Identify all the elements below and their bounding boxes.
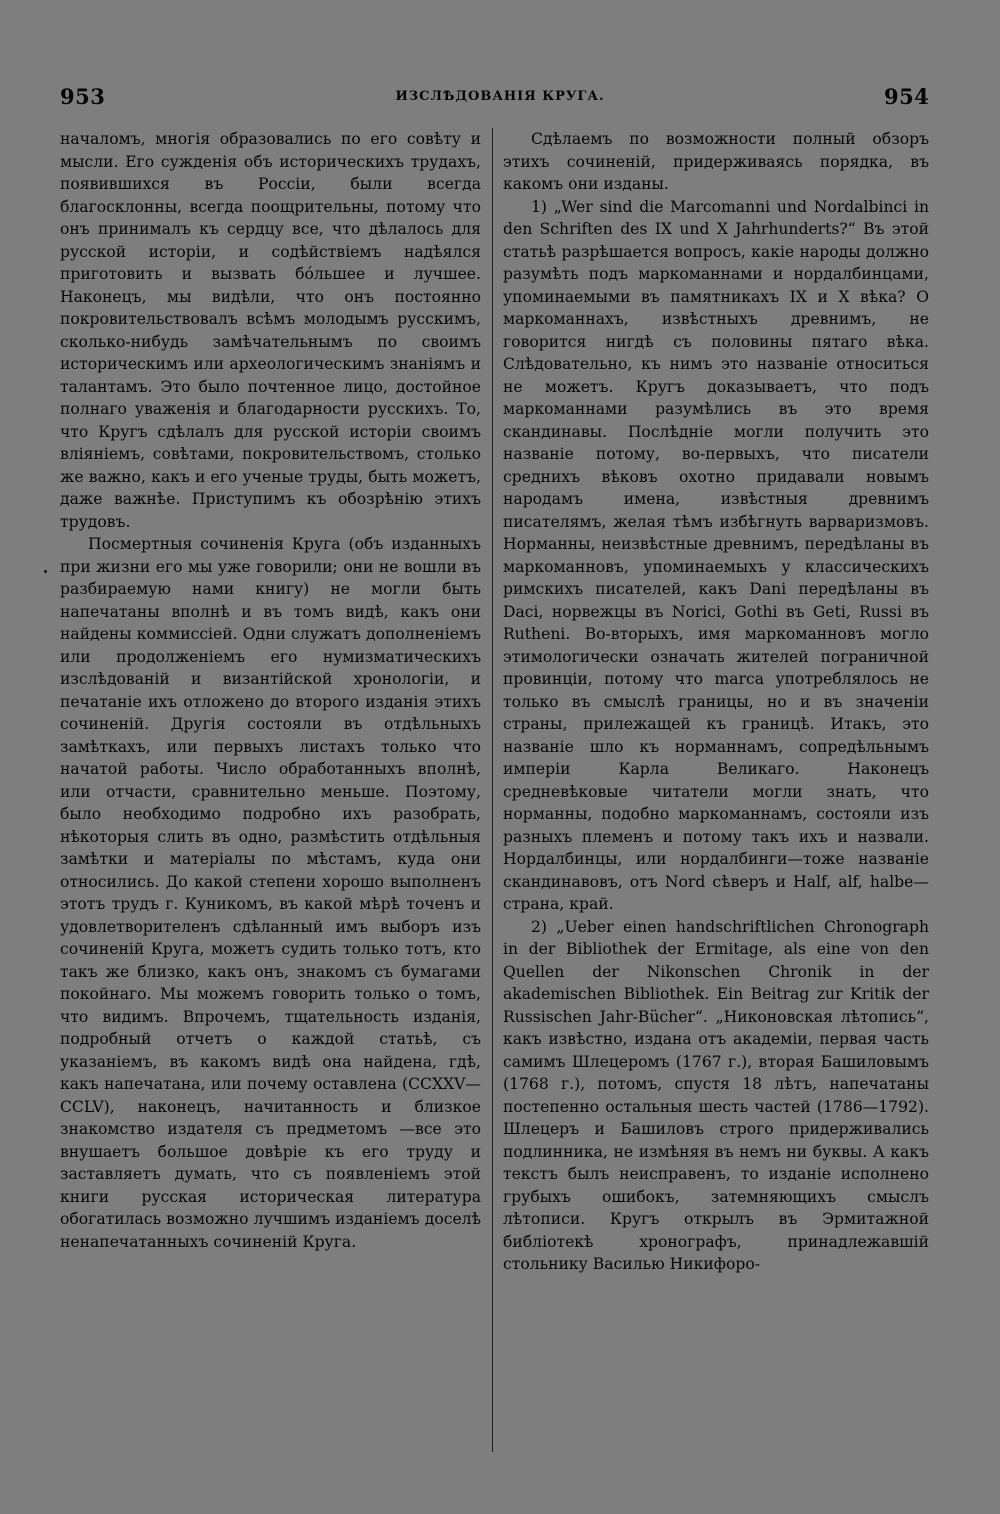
page-number-right: 954: [884, 84, 930, 109]
paragraph: Посмертныя сочиненія Круга (объ изданныхъ при жизни его мы уже говорили; они не вошли въ разбираемую нами книгу) не могли быть напечатаны вполнѣ и въ томъ видѣ, какъ они найдены коммиссіей. Одни служатъ дополненіемъ или продолженіемъ его нумизматическихъ изслѣдованій и византійской хронологіи, и печатаніе ихъ отложено до второго изданія этихъ сочиненій. Другія состояли въ отдѣльныхъ замѣткахъ, или первыхъ листахъ только что начатой работы. Число обработанныхъ вполнѣ, или отчасти, сравнительно меньше. Поэтому, было необходимо подробно ихъ разобрать, нѣкоторыя слить въ одно, размѣстить отдѣльныя замѣтки и матеріалы по мѣстамъ, куда они относились. До какой степени хорошо выполненъ этотъ трудъ г. Куникомъ, въ какой мѣрѣ точенъ и удовлетворителенъ сдѣланный имъ выборъ изъ сочиненій Круга, можетъ судить только тотъ, кто такъ же близко, какъ онъ, знакомъ съ бумагами покойнаго. Мы можемъ говорить только о томъ, что видимъ. Впрочемъ, тщательность изданія, подробный отчетъ о каждой статьѣ, съ указаніемъ, въ какомъ видѣ она найдена, гдѣ, какъ напечатана, или почему оставлена (CCXXV—CCLV), наконецъ, начитанность и близкое знакомство издателя съ предметомъ —все это внушаетъ большое довѣріе къ его труду и заставляетъ думать, что съ появленіемъ этой книги русская историческая литература обогатилась возможно лучшимъ изданіемъ доселѣ ненапечатанныхъ сочиненій Круга.: [60, 535, 481, 1251]
left-column: [60, 128, 481, 1253]
page-number-left: 953: [60, 84, 106, 109]
paragraph: 1) „Wer sind die Marcomanni und Nordalbinci in den Schriften des IX und X Jahrhunderts?“ Въ этой статьѣ разрѣшается вопросъ, какіе народы должно разумѣть подъ маркоманнами и нордалбинцами, упоминаемыми въ памятникахъ IX и X вѣка? О маркоманнахъ, извѣстныхъ древнимъ, не говорится нигдѣ съ половины пятаго вѣка. Слѣдовательно, къ нимъ это названіе относиться не можетъ. Кругъ доказываетъ, что подъ маркоманнами разумѣлись въ это время скандинавы. Послѣдніе могли получить это названіе потому, во-первыхъ, что писатели среднихъ вѣковъ охотно придавали новымъ народамъ имена, извѣстныя древнимъ писателямъ, желая тѣмъ избѣгнуть варваризмовъ. Норманны, неизвѣстные древнимъ, передѣланы въ маркоманновъ, упоминаемыхъ у классическихъ римскихъ писателей, какъ Dani передѣланы въ Daci, норвежцы въ Norici, Gothi въ Geti, Russi въ Rutheni. Во-вторыхъ, имя маркоманновъ могло этимологически означать жителей пограничной провинціи, потому что marca употреблялось не только въ смыслѣ границы, но и въ значеніи страны, прилежащей къ границѣ. Итакъ, это названіе шло къ норманнамъ, сопредѣльнымъ имперіи Карла Великаго. Наконецъ средневѣковые читатели могли знать, что норманны, подобно маркоманнамъ, состояли изъ разныхъ племенъ и потому такъ ихъ и назвали. Нордалбинцы, или нордалбинги—тоже названіе скандинавовъ, отъ Nord сѣверъ и Half, alf, halbe—страна, край.: [503, 197, 929, 913]
running-title: ИЗСЛѢДОВАНІЯ КРУГА.: [395, 89, 605, 104]
column-divider: [492, 128, 493, 1452]
running-header: [0, 84, 1000, 114]
paragraph: началомъ, многія образовались по его совѣту и мысли. Его сужденія объ историческихъ трудахъ, появившихся въ Россіи, были всегда благосклонны, всегда поощрительны, потому что онъ принималъ къ сердцу все, что дѣлалось для русской исторіи, и содѣйствіемъ надѣялся приготовить и вызвать бóльшее и лучшее. Наконецъ, мы видѣли, что онъ постоянно покровительствовалъ всѣмъ молодымъ русскимъ, сколько-нибудь замѣчательнымъ по своимъ историческимъ или археологическимъ знаніямъ и талантамъ. Это было почтенное лицо, достойное полнаго уваженія и благодарности русскихъ. То, что Кругъ сдѣлалъ для русской исторіи своимъ вліяніемъ, совѣтами, покровительствомъ, столько же важно, какъ и его ученые труды, быть можетъ, даже важнѣе. Приступимъ къ обозрѣнію этихъ трудовъ.: [60, 130, 481, 531]
right-column: [503, 128, 929, 1276]
paragraph: 2) „Ueber einen handschriftlichen Chronograph in der Bibliothek der Ermitage, als eine von den Quellen der Nikonschen Chronik in der akademischen Bibliothek. Ein Beitrag zur Kritik der Russischen Jahr-Bücher“. „Никоновская лѣтопись“, какъ извѣстно, издана отъ академіи, первая часть самимъ Шлецеромъ (1767 г.), вторая Башиловымъ (1768 г.), потомъ, спустя 18 лѣтъ, напечатаны постепенно остальныя шесть частей (1786—1792). Шлецеръ и Башиловъ строго придерживались подлинника, не измѣняя въ немъ ни буквы. А какъ текстъ былъ неисправенъ, то изданіе исполнено грубыхъ ошибокъ, затемняющихъ смыслъ лѣтописи. Кругъ открылъ въ Эрмитажной библіотекѣ хронографъ, принадлежавшій стольнику Василью Никифоро-: [503, 917, 929, 1273]
paragraph: Сдѣлаемъ по возможности полный обзоръ этихъ сочиненій, придерживаясь порядка, въ какомъ они изданы.: [503, 130, 929, 193]
margin-mark: [44, 570, 47, 573]
